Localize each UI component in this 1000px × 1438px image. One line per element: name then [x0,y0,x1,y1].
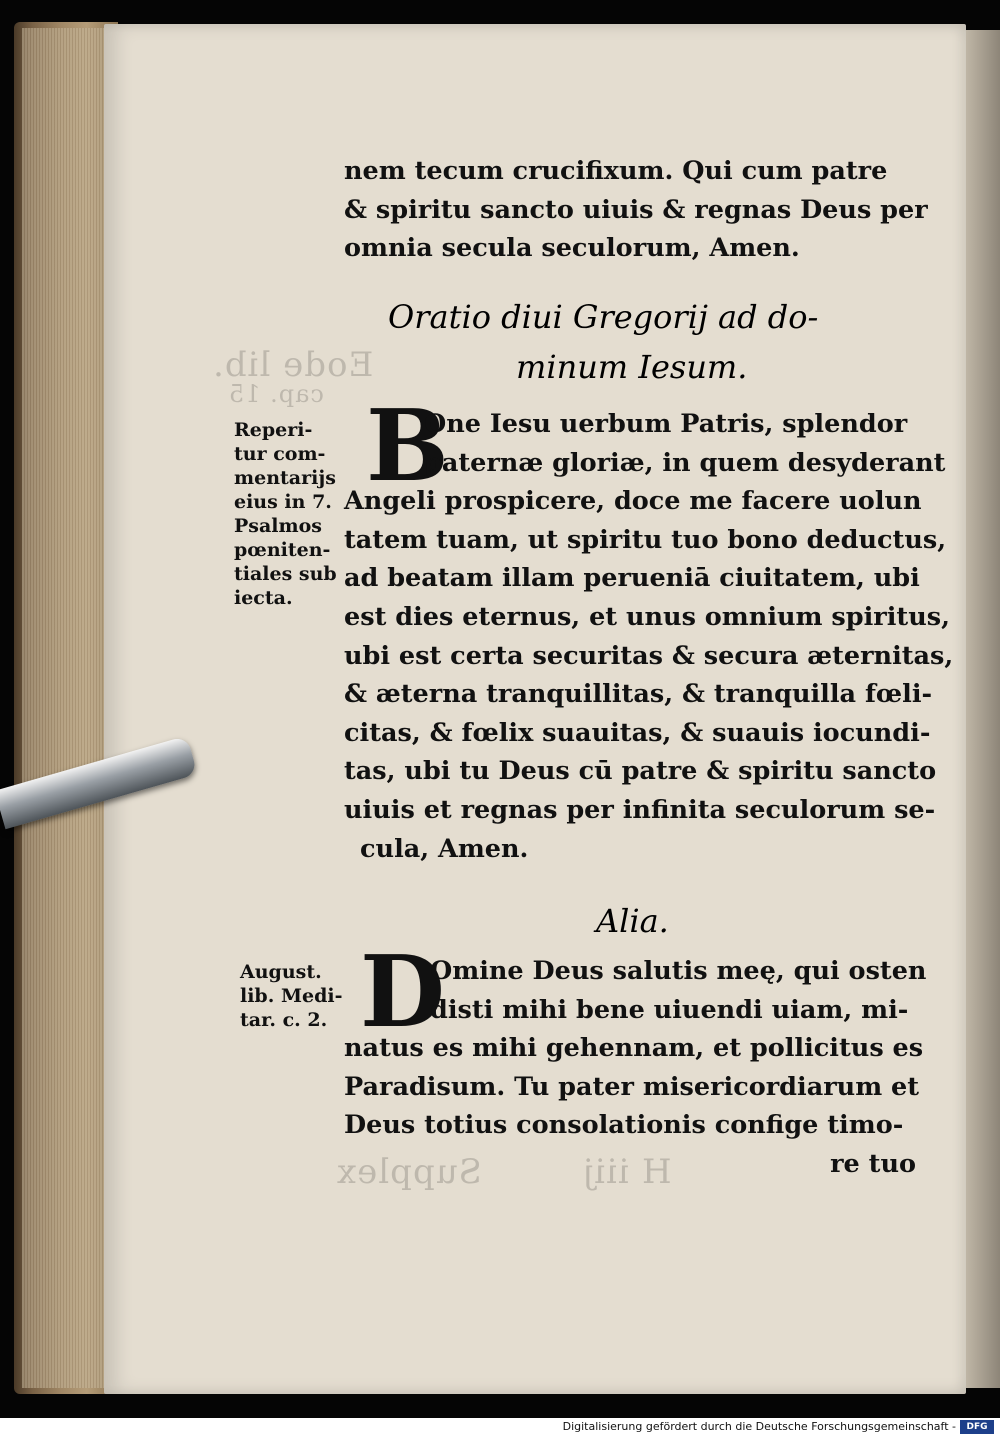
margin-note [240,960,342,1032]
funding-credit: Digitalisierung gefördert durch die Deutsche Forschungsgemeinschaft - [562,1420,956,1433]
text-line: tas, ubi tu Deus cū patre & spiritu sancto [344,756,937,787]
margin-note-line: tur com- [234,443,326,465]
margin-note-line: lib. Medi- [240,985,343,1007]
drop-cap: B [366,389,449,504]
text-line: re tuo [830,1148,916,1179]
margin-note-line: mentarijs [234,467,336,489]
text-block-top [344,152,928,268]
bleed-through-text: H iiij [582,1152,672,1192]
bleed-through-text: Supplex [336,1152,482,1192]
text-line: citas, & fœlix suauitas, & suauis iocundi- [344,717,931,748]
margin-note-line: eius in 7. [234,491,332,513]
prayer-heading-continued: minum Iesum. [516,348,748,386]
text-line: Angeli prospicere, doce me facere uolun [344,486,922,517]
text-line: omnia secula seculorum, Amen. [344,233,800,264]
text-line: One Iesu uerbum Patris, splendor [424,409,908,439]
prayer-paragraph [344,952,927,1184]
margin-note-line: pœniten- [234,539,331,561]
text-line: paternæ gloriæ, in quem desyderant [424,447,946,478]
drop-cap: D [360,935,445,1050]
text-line: & æterna tranquillitas, & tranquilla fœli- [344,679,933,710]
margin-note-line: Reperi- [234,419,313,441]
text-line: nem tecum crucifixum. Qui cum patre [344,156,888,186]
text-line: uiuis et regnas per infinita seculorum se- [344,794,936,825]
text-line: natus es mihi gehennam, et pollicitus es [344,1033,924,1064]
margin-note-line: Psalmos [234,515,322,537]
text-line: disti mihi bene uiuendi uiam, mi- [430,994,909,1025]
prayer-paragraph [344,405,954,868]
bleed-through-text: Eode lib. [212,345,374,385]
facing-page-edge [966,30,1000,1388]
text-line: est dies eternus, et unus omnium spiritus, [344,601,950,632]
prayer-heading: Oratio diui Gregorij ad do- [388,298,819,336]
margin-note-line: August. [240,961,322,983]
bleed-through-text: cap. 15 [228,380,324,408]
prayer-heading-alia: Alia. [596,902,669,940]
text-line: ubi est certa securitas & secura æternitas, [344,640,954,671]
margin-note-line: tiales sub [234,563,337,585]
text-line: tatem tuam, ut spiritu tuo bono deductus, [344,524,947,555]
page-edges [22,28,112,1388]
text-line: cula, Amen. [360,833,529,864]
text-line: ad beatam illam perueniā ciuitatem, ubi [344,563,920,594]
text-line: Deus totius consolationis confige timo- [344,1110,904,1141]
dfg-logo-icon: DFG [960,1420,994,1434]
text-line: Omine Deus salutis meę, qui osten [430,956,927,986]
margin-note-line: tar. c. 2. [240,1009,328,1031]
text-line: & spiritu sancto uiuis & regnas Deus per [344,194,928,225]
margin-note-line: iecta. [234,587,293,609]
text-line: Paradisum. Tu pater misericordiarum et [344,1071,920,1102]
margin-note [234,418,337,610]
